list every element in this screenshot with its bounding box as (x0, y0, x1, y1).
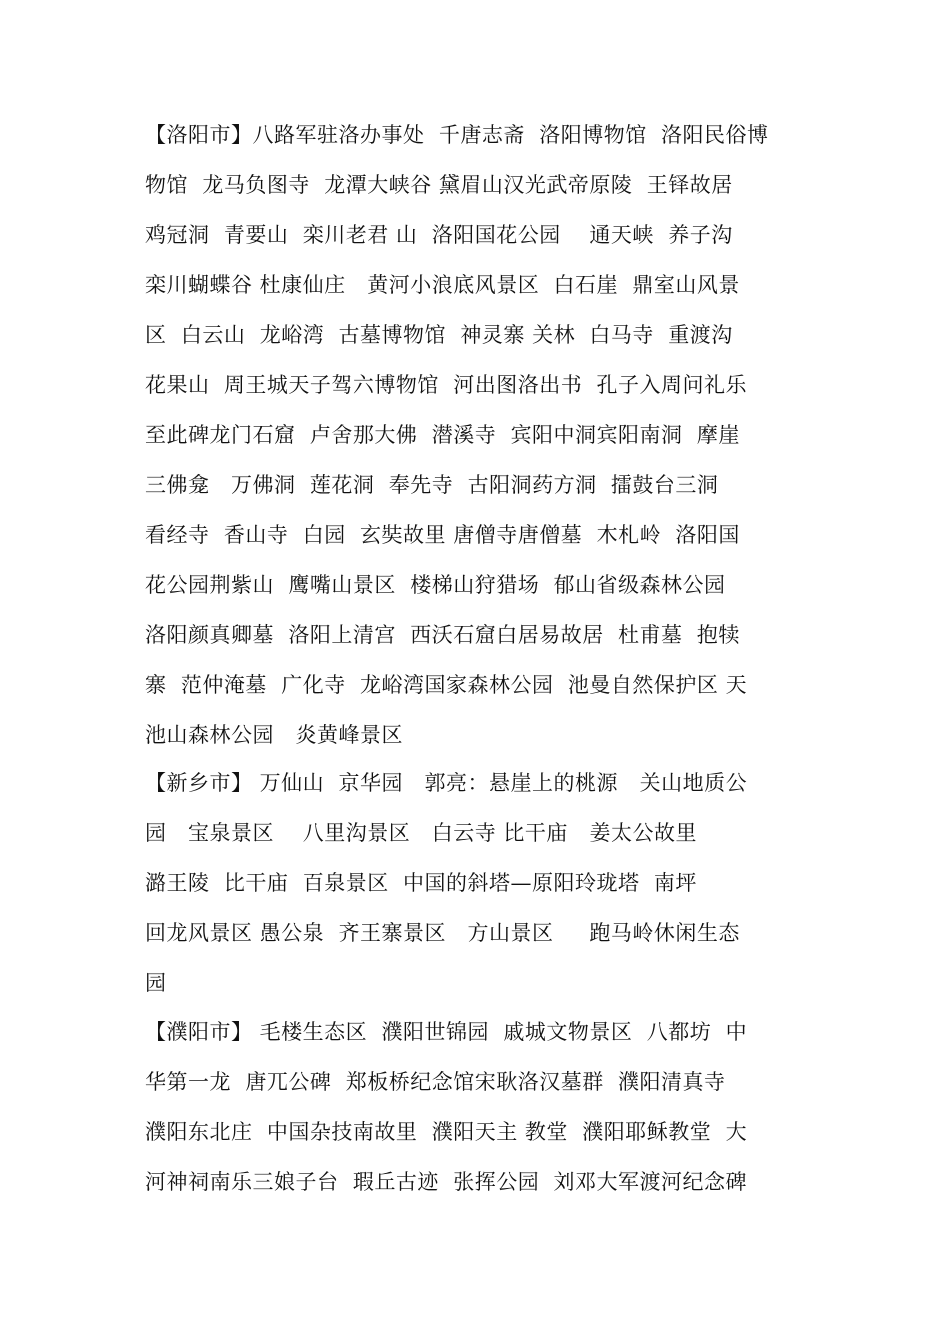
text-line: 看经寺 香山寺 白园 玄奘故里 唐僧寺唐僧墓 木札岭 洛阳国 (145, 523, 740, 547)
text-line: 濮阳东北庄 中国杂技南故里 濮阳天主 教堂 濮阳耶稣教堂 大 (145, 1120, 748, 1144)
text-line: 潞王陵 比干庙 百泉景区 中国的斜塔—原阳玲珑塔 南坪 (145, 871, 697, 895)
text-line: 河神祠南乐三娘子台 瑕丘古迹 张挥公园 刘邓大军渡河纪念碑 (145, 1170, 748, 1194)
text-line: 花公园荆紫山 鹰嘴山景区 楼梯山狩猎场 郁山省级森林公园 (145, 573, 726, 597)
text-line: 园 (145, 971, 167, 995)
text-line: 【洛阳市】八路军驻洛办事处 千唐志斋 洛阳博物馆 洛阳民俗博 (145, 123, 769, 147)
text-line: 【新乡市】 万仙山 京华园 郭亮：悬崖上的桃源 关山地质公 (145, 771, 748, 795)
text-line: 物馆 龙马负图寺 龙潭大峡谷 黛眉山汉光武帝原陵 王铎故居 (145, 173, 733, 197)
text-line: 三佛龛 万佛洞 莲花洞 奉先寺 古阳洞药方洞 擂鼓台三洞 (145, 473, 719, 497)
text-line: 回龙风景区 愚公泉 齐王寨景区 方山景区 跑马岭休闲生态 (145, 921, 740, 945)
text-line: 池山森林公园 炎黄峰景区 (145, 723, 404, 747)
text-line: 至此碑龙门石窟 卢舍那大佛 潜溪寺 宾阳中洞宾阳南洞 摩崖 (145, 423, 740, 447)
text-line: 洛阳颜真卿墓 洛阳上清宫 西沃石窟白居易故居 杜甫墓 抱犊 (145, 623, 740, 647)
text-line: 寨 范仲淹墓 广化寺 龙峪湾国家森林公园 池曼自然保护区 天 (145, 673, 748, 697)
text-line: 鸡冠洞 青要山 栾川老君 山 洛阳国花公园 通天峡 养子沟 (145, 223, 733, 247)
text-line: 【濮阳市】 毛楼生态区 濮阳世锦园 戚城文物景区 八都坊 中 (145, 1020, 748, 1044)
text-line: 华第一龙 唐兀公碑 郑板桥纪念馆宋耿洛汉墓群 濮阳清真寺 (145, 1070, 726, 1094)
text-line: 花果山 周王城天子驾六博物馆 河出图洛出书 孔子入周问礼乐 (145, 373, 748, 397)
text-line: 区 白云山 龙峪湾 古墓博物馆 神灵寨 关林 白马寺 重渡沟 (145, 323, 733, 347)
text-line: 栾川蝴蝶谷 杜康仙庄 黄河小浪底风景区 白石崖 鼎室山风景 (145, 273, 740, 297)
text-line: 园 宝泉景区 八里沟景区 白云寺 比干庙 姜太公故里 (145, 821, 697, 845)
